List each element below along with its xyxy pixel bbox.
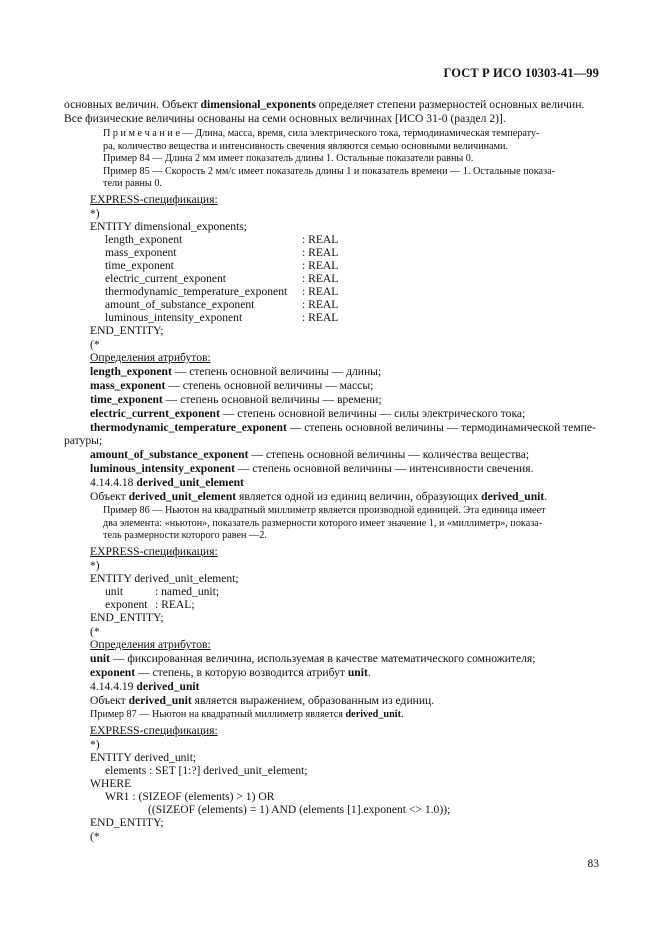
express-label: EXPRESS-спецификация: — [90, 724, 218, 737]
code-line: luminous_intensity_exponent — [105, 311, 243, 324]
code-line: : named_unit; — [155, 585, 220, 598]
term: derived_unit — [345, 709, 401, 720]
text: — степень основной величины — силы электрического тока; — [219, 407, 526, 420]
code-line: END_ENTITY; — [90, 324, 164, 337]
paragraph-line — [90, 490, 547, 503]
definition — [90, 365, 381, 378]
text: — степень основной величины — длины; — [171, 365, 382, 378]
document-header: ГОСТ Р ИСО 10303-41—99 — [443, 66, 599, 80]
text: — степень основной величины — количества вещества; — [248, 448, 530, 461]
code-line: : REAL — [302, 246, 339, 259]
definition — [64, 434, 102, 447]
text: Объект — [90, 694, 129, 707]
definition — [90, 652, 535, 665]
code-line: amount_of_substance_exponent — [105, 298, 255, 311]
text: Пример 87 — Ньютон на квадратный миллиметр является — [90, 709, 346, 720]
code-line: WHERE — [90, 777, 132, 790]
code-line: ((SIZEOF (elements) = 1) AND (elements [1].exponent <> 1.0)); — [148, 803, 451, 816]
code-line: : REAL — [302, 298, 339, 311]
section-number: 4.14.4.19 — [90, 680, 137, 693]
example-line: тели равны 0. — [103, 178, 162, 189]
section-heading — [90, 680, 200, 693]
text: ратуры; — [64, 434, 103, 447]
code-line: ENTITY derived_unit; — [90, 751, 197, 764]
term: amount_of_substance_exponent — [90, 448, 249, 461]
paragraph-line: Все физические величины основаны на семи основных величинах [ИСО 31-0 (раздел 2)]. — [64, 112, 506, 125]
text: основных величин. Объект — [64, 98, 201, 111]
definition — [90, 393, 382, 406]
text: является одной из единиц величин, образующих — [236, 490, 482, 503]
code-line: electric_current_exponent — [105, 272, 227, 285]
example-line: Пример 86 — Ньютон на квадратный миллиметр является производной единицей. Эта единица имеет — [103, 505, 546, 516]
code-line: WR1 : (SIZEOF (elements) > 1) OR — [105, 790, 275, 803]
code-line: exponent — [105, 598, 148, 611]
term: mass_exponent — [90, 379, 166, 392]
term: derived_unit_element — [128, 490, 237, 503]
text: . — [367, 666, 371, 679]
note-line: ра, количество вещества и интенсивность свечения являются семью основными величинами. — [103, 141, 509, 152]
definition — [90, 407, 525, 420]
text: определяет степени размерностей основных величин. — [315, 98, 585, 111]
definition — [90, 462, 534, 475]
code-line: length_exponent — [105, 233, 183, 246]
express-label: EXPRESS-спецификация: — [90, 545, 218, 558]
code-line: : REAL; — [155, 598, 195, 611]
code-line: (* — [90, 338, 100, 351]
code-line: END_ENTITY; — [90, 611, 164, 624]
code-line: : REAL — [302, 285, 339, 298]
attr-defs-label: Определения атрибутов: — [90, 638, 211, 651]
definition — [90, 666, 371, 679]
text: — степень основной величины — интенсивности свечения. — [234, 462, 534, 475]
example-line: тель размерности которого равен —2. — [103, 530, 267, 541]
example-line — [90, 709, 404, 721]
text: . — [544, 490, 548, 503]
code-line: unit — [105, 585, 124, 598]
term: derived_unit — [128, 694, 192, 707]
term: unit — [347, 666, 368, 679]
code-line: (* — [90, 625, 100, 638]
term: time_exponent — [90, 393, 163, 406]
express-label: EXPRESS-спецификация: — [90, 193, 218, 206]
paragraph-line — [90, 694, 434, 707]
term: luminous_intensity_exponent — [90, 462, 235, 475]
example-line: Пример 84 — Длина 2 мм имеет показатель длины 1. Остальные показатели равны 0. — [103, 153, 474, 164]
paragraph-line — [64, 98, 584, 111]
term: exponent — [90, 666, 136, 679]
code-line: *) — [90, 738, 100, 751]
term: dimensional_exponents — [200, 98, 316, 111]
term: derived_unit — [481, 490, 545, 503]
code-line: *) — [90, 207, 100, 220]
term: length_exponent — [90, 365, 172, 378]
term: thermodynamic_temperature_exponent — [90, 421, 287, 434]
example-line: Пример 85 — Скорость 2 мм/с имеет показатель длины 1 и показатель времени — 1. Остальные показа- — [103, 166, 556, 177]
code-line: ENTITY dimensional_exponents; — [90, 220, 248, 233]
code-line: : REAL — [302, 259, 339, 272]
code-line: : REAL — [302, 311, 339, 324]
text: является выражением, образованным из единиц. — [191, 694, 435, 707]
definition — [90, 448, 529, 461]
text: — степень основной величины — термодинамической темпе- — [286, 421, 596, 434]
code-line: ENTITY derived_unit_element; — [90, 572, 239, 585]
note-line: П р и м е ч а н и е — Длина, масса, время, сила электрического тока, термодинамическая температу- — [103, 128, 540, 139]
definition — [90, 421, 596, 434]
section-number: 4.14.4.18 — [90, 476, 137, 489]
code-line: elements : SET [1:?] derived_unit_element; — [105, 764, 308, 777]
code-line: thermodynamic_temperature_exponent — [105, 285, 288, 298]
code-line: *) — [90, 559, 100, 572]
code-line: mass_exponent — [105, 246, 177, 259]
definition — [90, 379, 373, 392]
term: unit — [90, 652, 110, 665]
text: — степень основной величины — времени; — [162, 393, 382, 406]
section-title: derived_unit — [136, 680, 200, 693]
section-heading — [90, 476, 244, 489]
section-title: derived_unit_element — [136, 476, 244, 489]
text: — степень основной величины — массы; — [165, 379, 374, 392]
example-line: два элемента: «ньютон», показатель размерности которого имеет значение 1, и «миллиметр», показа- — [103, 518, 543, 529]
code-line: time_exponent — [105, 259, 174, 272]
text: . — [401, 709, 404, 720]
attr-defs-label: Определения атрибутов: — [90, 351, 211, 364]
text: Объект — [90, 490, 129, 503]
page-number: 83 — [587, 858, 599, 870]
text: — степень, в которую возводится атрибут — [135, 666, 348, 679]
code-line: END_ENTITY; — [90, 816, 164, 829]
code-line: : REAL — [302, 233, 339, 246]
code-line: : REAL — [302, 272, 339, 285]
code-line: (* — [90, 830, 100, 843]
term: electric_current_exponent — [90, 407, 220, 420]
text: — фиксированная величина, используемая в качестве математического сомножителя; — [109, 652, 536, 665]
